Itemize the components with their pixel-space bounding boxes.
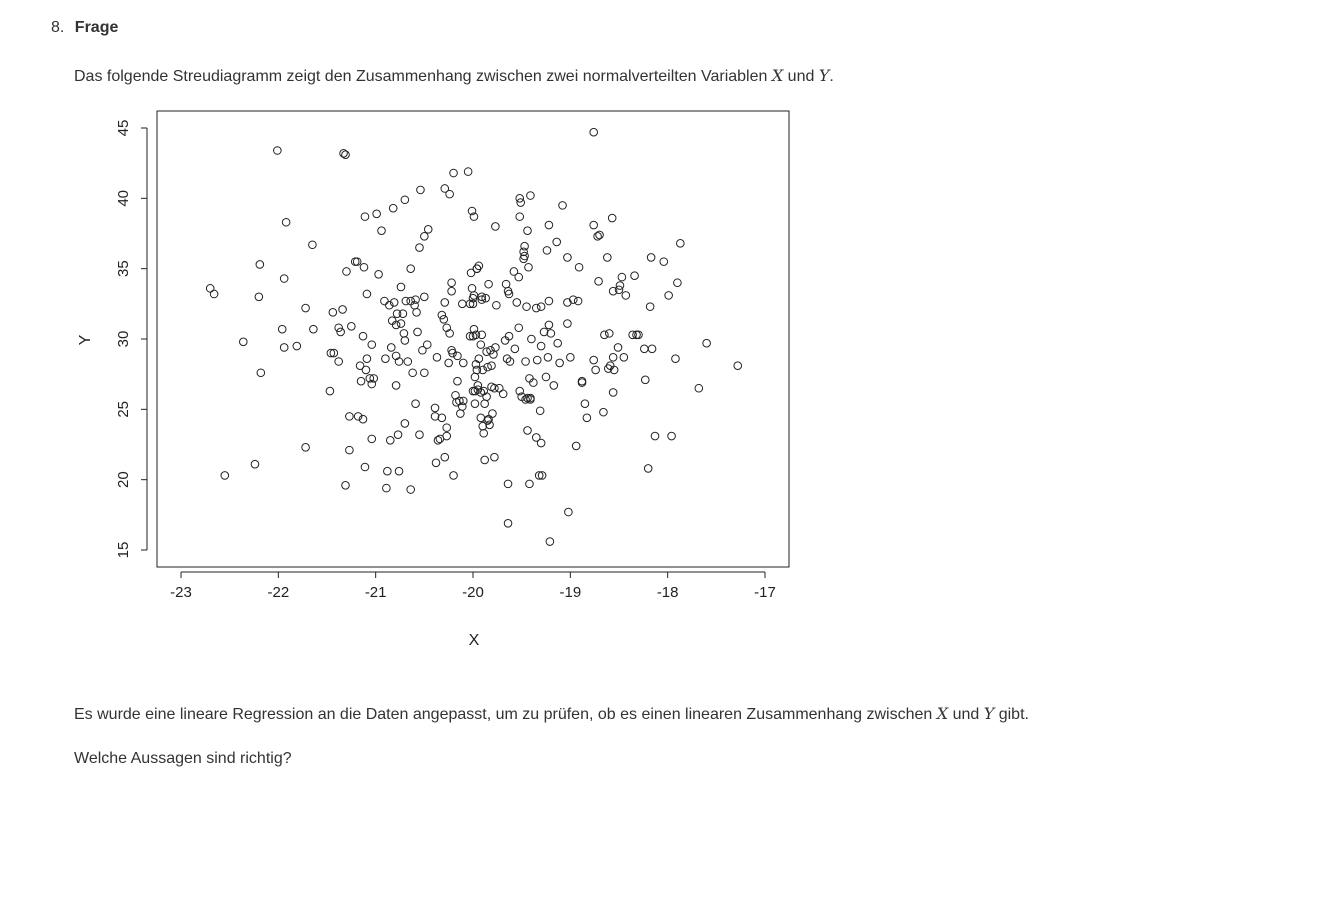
scatter-point: [454, 377, 462, 385]
scatter-point: [326, 387, 334, 395]
scatter-point: [575, 263, 583, 271]
y-axis-label: Y: [77, 334, 94, 346]
scatter-point: [547, 330, 555, 338]
scatter-point: [521, 252, 529, 260]
scatter-point: [651, 432, 659, 440]
scatter-point: [407, 265, 415, 273]
scatter-point: [384, 467, 392, 475]
scatter-point: [545, 221, 553, 229]
scatter-point: [378, 227, 386, 235]
scatter-point: [527, 192, 535, 200]
regression-text-start: Es wurde eine lineare Regression an die Daten angepasst, um zu prüfen, ob es einen linearen Zusammenhang zwischen: [74, 706, 937, 723]
scatter-point: [470, 292, 478, 300]
regression-text: [74, 704, 1029, 724]
scatter-point: [542, 373, 550, 381]
scatter-point: [532, 304, 540, 312]
regression-text-end: gibt.: [994, 706, 1029, 723]
scatter-point: [274, 147, 282, 155]
scatter-point: [590, 221, 598, 229]
scatter-plot: [60, 100, 800, 660]
scatter-point: [239, 338, 247, 346]
scatter-point: [329, 308, 337, 316]
scatter-point: [504, 519, 512, 527]
scatter-point: [491, 453, 499, 461]
scatter-point: [590, 356, 598, 364]
scatter-point: [521, 242, 529, 250]
scatter-point: [504, 480, 512, 488]
x-tick-label: -20: [462, 584, 484, 601]
scatter-point: [399, 310, 407, 318]
scatter-point: [608, 214, 616, 222]
scatter-point: [556, 359, 564, 367]
scatter-point: [502, 280, 510, 288]
scatter-point: [567, 353, 575, 361]
y-tick-label: 15: [115, 541, 132, 559]
scatter-point: [386, 436, 394, 444]
scatter-point: [492, 223, 500, 231]
and-word: und: [783, 68, 819, 85]
scatter-point: [540, 328, 548, 336]
scatter-point: [417, 186, 425, 194]
scatter-point: [343, 268, 351, 276]
scatter-point: [644, 465, 652, 473]
scatter-point: [525, 263, 533, 271]
scatter-point: [278, 325, 286, 333]
scatter-point: [392, 382, 400, 390]
question-header: [51, 19, 118, 37]
scatter-point: [373, 210, 381, 218]
scatter-point: [537, 439, 545, 447]
scatter-point: [515, 324, 523, 332]
scatter-point: [443, 424, 451, 432]
scatter-point: [293, 342, 301, 350]
scatter-point: [448, 287, 456, 295]
scatter-point: [256, 261, 264, 269]
scatter-point: [604, 254, 612, 262]
scatter-point: [206, 285, 214, 293]
scatter-point: [537, 342, 545, 350]
scatter-point: [362, 366, 370, 374]
scatter-point: [581, 400, 589, 408]
scatter-point: [401, 337, 409, 345]
scatter-point: [359, 332, 367, 340]
scatter-point: [414, 328, 422, 336]
scatter-point: [441, 453, 449, 461]
scatter-point: [480, 429, 488, 437]
x-tick-label: -19: [559, 584, 582, 601]
scatter-point: [458, 300, 466, 308]
question-prompt: Welche Aussagen sind richtig?: [74, 750, 292, 767]
scatter-point: [395, 467, 403, 475]
scatter-point: [522, 358, 530, 366]
scatter-point: [523, 303, 531, 311]
scatter-point: [672, 355, 680, 363]
intro-text-start: Das folgende Streudiagramm zeigt den Zusammenhang zwischen zwei normalverteilten Variablen: [74, 68, 772, 85]
scatter-point: [421, 369, 429, 377]
scatter-point: [517, 199, 525, 207]
x-tick-label: -22: [267, 584, 290, 601]
scatter-point: [609, 389, 617, 397]
math-var-x: X: [771, 66, 784, 85]
scatter-point: [353, 258, 361, 266]
scatter-point: [401, 420, 409, 428]
scatter-point: [438, 414, 446, 422]
scatter-point: [375, 270, 383, 278]
scatter-point: [342, 481, 350, 489]
and-word: und: [948, 706, 984, 723]
scatter-point: [368, 341, 376, 349]
scatter-point: [357, 377, 365, 385]
scatter-point: [346, 413, 354, 421]
scatter-point: [524, 427, 532, 435]
scatter-point: [592, 366, 600, 374]
scatter-point: [574, 297, 582, 305]
scatter-point: [382, 355, 390, 363]
scatter-point: [646, 303, 654, 311]
scatter-point: [400, 330, 408, 338]
scatter-point: [528, 335, 536, 343]
scatter-point: [450, 472, 458, 480]
scatter-point: [524, 227, 532, 235]
scatter-point: [478, 331, 486, 339]
scatter-point: [457, 410, 465, 418]
scatter-point: [545, 297, 553, 305]
scatter-point: [445, 359, 453, 367]
scatter-point: [545, 321, 553, 329]
scatter-point: [595, 278, 603, 286]
scatter-point: [674, 279, 682, 287]
scatter-point: [734, 362, 742, 370]
scatter-point: [416, 431, 424, 439]
question-number: 8.: [51, 19, 65, 36]
scatter-point: [553, 238, 561, 246]
scatter-point: [397, 320, 405, 328]
scatter-point: [665, 292, 673, 300]
scatter-point: [257, 369, 265, 377]
scatter-point: [554, 339, 562, 347]
scatter-point: [537, 303, 545, 311]
scatter-point: [431, 413, 439, 421]
scatter-point: [605, 330, 613, 338]
intro-text: [74, 66, 834, 86]
scatter-point: [443, 432, 451, 440]
scatter-point: [431, 404, 439, 412]
scatter-point: [302, 444, 310, 452]
x-tick-label: -21: [364, 584, 387, 601]
x-axis-label: X: [468, 632, 480, 649]
scatter-point: [383, 484, 391, 492]
scatter-point: [641, 345, 649, 353]
scatter-point: [648, 345, 656, 353]
scatter-point: [348, 323, 356, 331]
scatter-point: [309, 241, 317, 249]
scatter-point: [546, 538, 554, 546]
scatter-point: [505, 290, 513, 298]
scatter-point: [614, 344, 622, 352]
scatter-point: [647, 254, 655, 262]
scatter-point: [620, 353, 628, 361]
scatter-point: [421, 293, 429, 301]
scatter-point: [255, 293, 263, 301]
scatter-point: [471, 373, 479, 381]
scatter-point: [339, 306, 347, 314]
scatter-point: [516, 213, 524, 221]
scatter-point: [450, 169, 458, 177]
scatter-point: [346, 446, 354, 454]
y-tick-label: 40: [115, 189, 132, 207]
scatter-point: [368, 435, 376, 443]
scatter-point: [609, 353, 617, 361]
math-var-y: Y: [818, 66, 830, 85]
scatter-point: [280, 344, 288, 352]
scatter-point: [677, 240, 685, 248]
scatter-point: [481, 400, 489, 408]
scatter-point: [394, 431, 402, 439]
scatter-point: [409, 369, 417, 377]
scatter-point: [335, 358, 343, 366]
scatter-point: [413, 308, 421, 316]
scatter-point: [416, 244, 424, 252]
scatter-point: [433, 353, 441, 361]
scatter-point: [544, 353, 552, 361]
scatter-point: [601, 331, 609, 339]
scatter-point: [485, 280, 493, 288]
y-tick-label: 25: [115, 400, 132, 418]
scatter-point: [381, 297, 389, 305]
scatter-point: [459, 359, 467, 367]
scatter-point: [477, 341, 485, 349]
x-tick-label: -23: [170, 584, 192, 601]
scatter-point: [280, 275, 288, 283]
scatter-point: [471, 400, 479, 408]
scatter-point: [221, 472, 229, 480]
scatter-point: [489, 410, 497, 418]
scatter-point: [526, 480, 534, 488]
y-tick-label: 45: [115, 119, 132, 137]
scatter-point: [564, 254, 572, 262]
y-tick-label: 30: [115, 330, 132, 348]
scatter-point: [468, 285, 476, 293]
scatter-point: [452, 391, 460, 399]
scatter-point: [361, 463, 369, 471]
scatter-point: [363, 355, 371, 363]
scatter-point: [404, 358, 412, 366]
intro-period: .: [829, 68, 834, 85]
scatter-point: [641, 376, 649, 384]
scatter-point: [600, 408, 608, 416]
scatter-point: [572, 442, 580, 450]
question-title: Frage: [74, 19, 119, 36]
scatter-point: [493, 301, 501, 309]
scatter-point: [495, 384, 503, 392]
scatter-point: [559, 202, 567, 210]
scatter-point: [412, 296, 420, 304]
scatter-point: [412, 400, 420, 408]
scatter-point: [564, 320, 572, 328]
scatter-point: [424, 225, 432, 233]
scatter-point: [446, 190, 454, 198]
scatter-point: [342, 151, 350, 159]
scatter-point: [481, 456, 489, 464]
scatter-point: [543, 247, 551, 255]
scatter-point: [583, 414, 591, 422]
scatter-point: [616, 282, 624, 290]
scatter-point: [397, 283, 405, 291]
scatter-point: [310, 325, 318, 333]
scatter-point: [421, 233, 429, 241]
scatter-point: [590, 128, 598, 136]
scatter-point: [282, 218, 290, 226]
y-tick-label: 20: [115, 471, 132, 489]
scatter-point: [251, 460, 259, 468]
scatter-point: [363, 290, 371, 298]
scatter-point: [360, 263, 368, 271]
scatter-point: [423, 341, 431, 349]
scatter-point: [210, 290, 218, 298]
scatter-point: [622, 292, 630, 300]
scatter-point: [596, 231, 604, 239]
scatter-point: [631, 272, 639, 280]
scatter-point: [448, 279, 456, 287]
scatter-point: [511, 345, 519, 353]
y-tick-label: 35: [115, 260, 132, 278]
scatter-point: [464, 168, 472, 176]
scatter-point: [635, 331, 643, 339]
scatter-point: [401, 196, 409, 204]
math-var-y: Y: [983, 704, 995, 723]
x-tick-label: -17: [754, 584, 776, 601]
scatter-point: [660, 258, 668, 266]
scatter-point: [513, 299, 521, 307]
scatter-point: [441, 299, 449, 307]
scatter-point: [515, 273, 523, 281]
x-tick-label: -18: [656, 584, 679, 601]
scatter-point: [536, 407, 544, 415]
scatter-point: [302, 304, 310, 312]
scatter-point: [361, 213, 369, 221]
scatter-point: [432, 459, 440, 467]
scatter-point: [695, 384, 703, 392]
scatter-point: [703, 339, 711, 347]
scatter-point: [533, 356, 541, 364]
scatter-point: [618, 273, 626, 281]
scatter-point: [550, 382, 558, 390]
scatter-point: [407, 486, 415, 494]
scatter-point: [389, 204, 397, 212]
scatter-point: [351, 258, 359, 266]
math-var-x: X: [936, 704, 949, 723]
scatter-point: [387, 344, 395, 352]
scatter-point: [565, 508, 573, 516]
scatter-point: [668, 432, 676, 440]
scatter-point: [499, 390, 507, 398]
